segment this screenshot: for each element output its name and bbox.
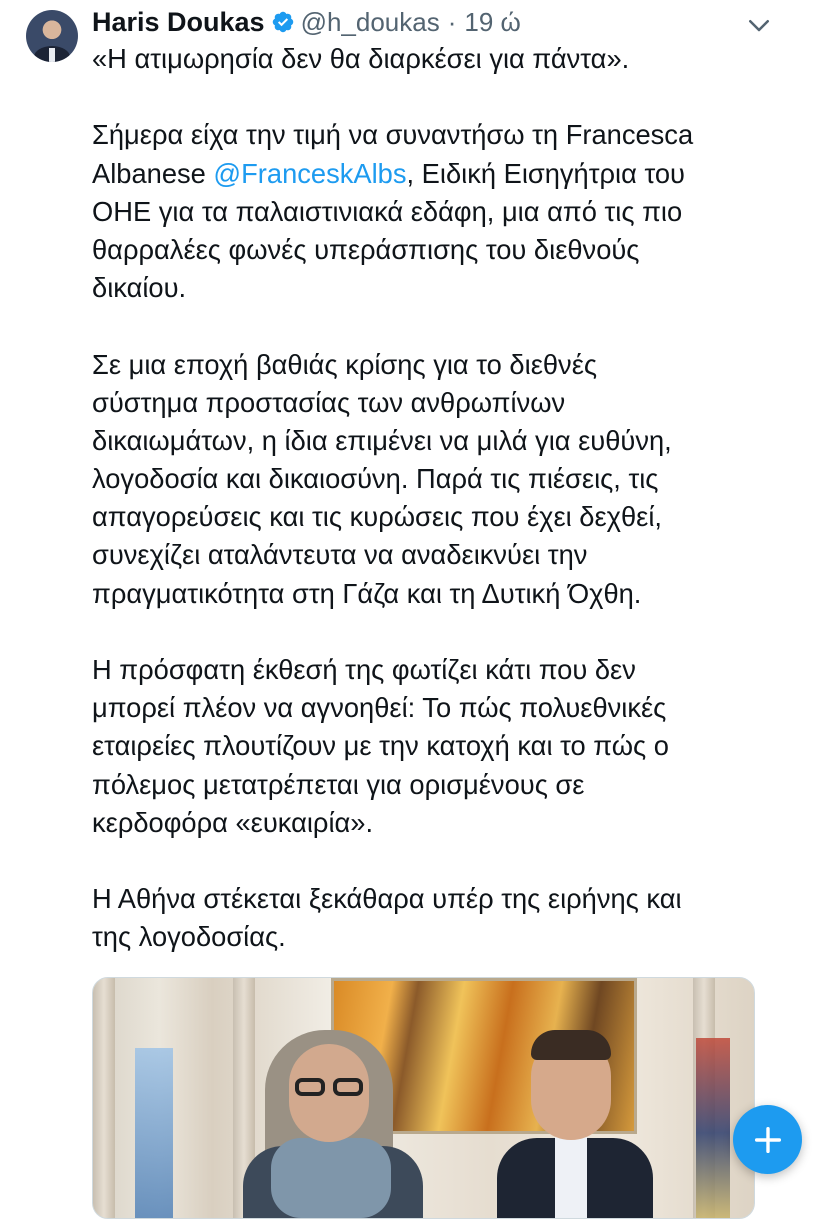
photo-person-man-hair bbox=[531, 1030, 611, 1060]
tweet-line bbox=[92, 116, 772, 154]
tweet-line bbox=[92, 651, 772, 689]
tweet-text-segment: Σήμερα είχα την τιμή να συναντήσω τη Francesca bbox=[92, 119, 694, 151]
tweet-line bbox=[92, 193, 772, 231]
photo-flag-right bbox=[696, 1038, 730, 1219]
mention-link[interactable]: @FranceskAlbs bbox=[213, 157, 407, 189]
tweet-line bbox=[92, 269, 772, 307]
separator-dot: · bbox=[447, 6, 457, 37]
tweet-text-segment: Η Αθήνα στέκεται ξεκάθαρα υπέρ της ειρήνης και bbox=[92, 883, 682, 915]
tweet-text-segment: ΟΗΕ για τα παλαιστινιακά εδάφη, μια από τις πιο bbox=[92, 195, 683, 227]
tweet-line bbox=[92, 804, 772, 842]
tweet-line bbox=[92, 346, 772, 384]
tweet-line bbox=[92, 231, 772, 269]
tweet-line bbox=[92, 575, 772, 613]
photo-flag-left bbox=[135, 1048, 173, 1219]
photo-curtain-left bbox=[93, 978, 115, 1218]
tweet-line bbox=[92, 880, 772, 918]
author-handle[interactable]: @h_doukas bbox=[300, 6, 440, 37]
tweet-text-segment: , Ειδική Εισηγήτρια του bbox=[406, 157, 685, 189]
tweet-text-segment: σύστημα προστασίας των ανθρωπίνων bbox=[92, 386, 566, 418]
tweet-text-segment: πόλεμος μετατρέπεται για ορισμένους σε bbox=[92, 768, 585, 800]
tweet-text-segment: Albanese bbox=[92, 157, 214, 189]
tweet-line bbox=[92, 40, 772, 78]
tweet-line bbox=[92, 460, 772, 498]
tweet-text-segment: λογοδοσία και δικαιοσύνη. Παρά τις πιέσεις, τις bbox=[92, 463, 659, 495]
paragraph-gap bbox=[92, 613, 772, 651]
tweet-text-segment: «Η ατιμωρησία δεν θα διαρκέσει για πάντα». bbox=[92, 43, 630, 74]
tweet-line bbox=[92, 155, 772, 193]
tweet-line bbox=[92, 384, 772, 422]
tweet-line bbox=[92, 766, 772, 804]
tweet-text bbox=[92, 40, 772, 957]
paragraph-gap bbox=[92, 78, 772, 116]
compose-button[interactable] bbox=[733, 1105, 802, 1174]
tweet-text-segment: δικαίου. bbox=[92, 272, 187, 304]
tweet-header bbox=[92, 2, 521, 42]
tweet-text-segment: δικαιωμάτων, η ίδια επιμένει να μιλά για ευθύνη, bbox=[92, 424, 672, 456]
tweet-line bbox=[92, 918, 772, 956]
author-name[interactable]: Haris Doukas bbox=[92, 6, 265, 37]
photo-person-woman-glasses bbox=[291, 1078, 369, 1096]
plus-icon bbox=[751, 1123, 785, 1157]
paragraph-gap bbox=[92, 307, 772, 345]
tweet-text-segment: θαρραλέες φωνές υπεράσπισης του διεθνούς bbox=[92, 233, 640, 265]
tweet-text-segment: εταιρείες πλουτίζουν με την κατοχή και το πώς ο bbox=[92, 730, 669, 762]
tweet-line bbox=[92, 689, 772, 727]
tweet-text-segment: της λογοδοσίας. bbox=[92, 921, 286, 953]
tweet-text-segment: απαγορεύσεις και τις κυρώσεις που έχει δεχθεί, bbox=[92, 501, 662, 533]
avatar[interactable] bbox=[26, 10, 78, 62]
photo-person-woman-scarf bbox=[271, 1138, 391, 1218]
tweet-photo[interactable] bbox=[92, 977, 755, 1219]
tweet-text-segment: συνεχίζει αταλάντευτα να αναδεικνύει την bbox=[92, 539, 588, 571]
paragraph-gap bbox=[92, 842, 772, 880]
verified-badge-icon bbox=[271, 10, 295, 34]
tweet-line bbox=[92, 536, 772, 574]
tweet-line bbox=[92, 727, 772, 765]
tweet-text-segment: κερδοφόρα «ευκαιρία». bbox=[92, 806, 374, 838]
chevron-down-icon[interactable] bbox=[744, 10, 774, 40]
tweet-text-segment: Σε μια εποχή βαθιάς κρίσης για το διεθνές bbox=[92, 348, 598, 380]
timestamp[interactable]: 19 ώ bbox=[464, 6, 521, 37]
avatar-shirt bbox=[49, 48, 55, 62]
tweet-line bbox=[92, 422, 772, 460]
tweet-text-segment: πραγματικότητα στη Γάζα και τη Δυτική Όχθη. bbox=[92, 577, 642, 609]
tweet-text-segment: Η πρόσφατη έκθεσή της φωτίζει κάτι που δεν bbox=[92, 654, 636, 685]
photo-person-man-shirt bbox=[555, 1134, 587, 1219]
tweet-line bbox=[92, 498, 772, 536]
tweet-text-segment: μπορεί πλέον να αγνοηθεί: Το πώς πολυεθνικές bbox=[92, 692, 667, 724]
